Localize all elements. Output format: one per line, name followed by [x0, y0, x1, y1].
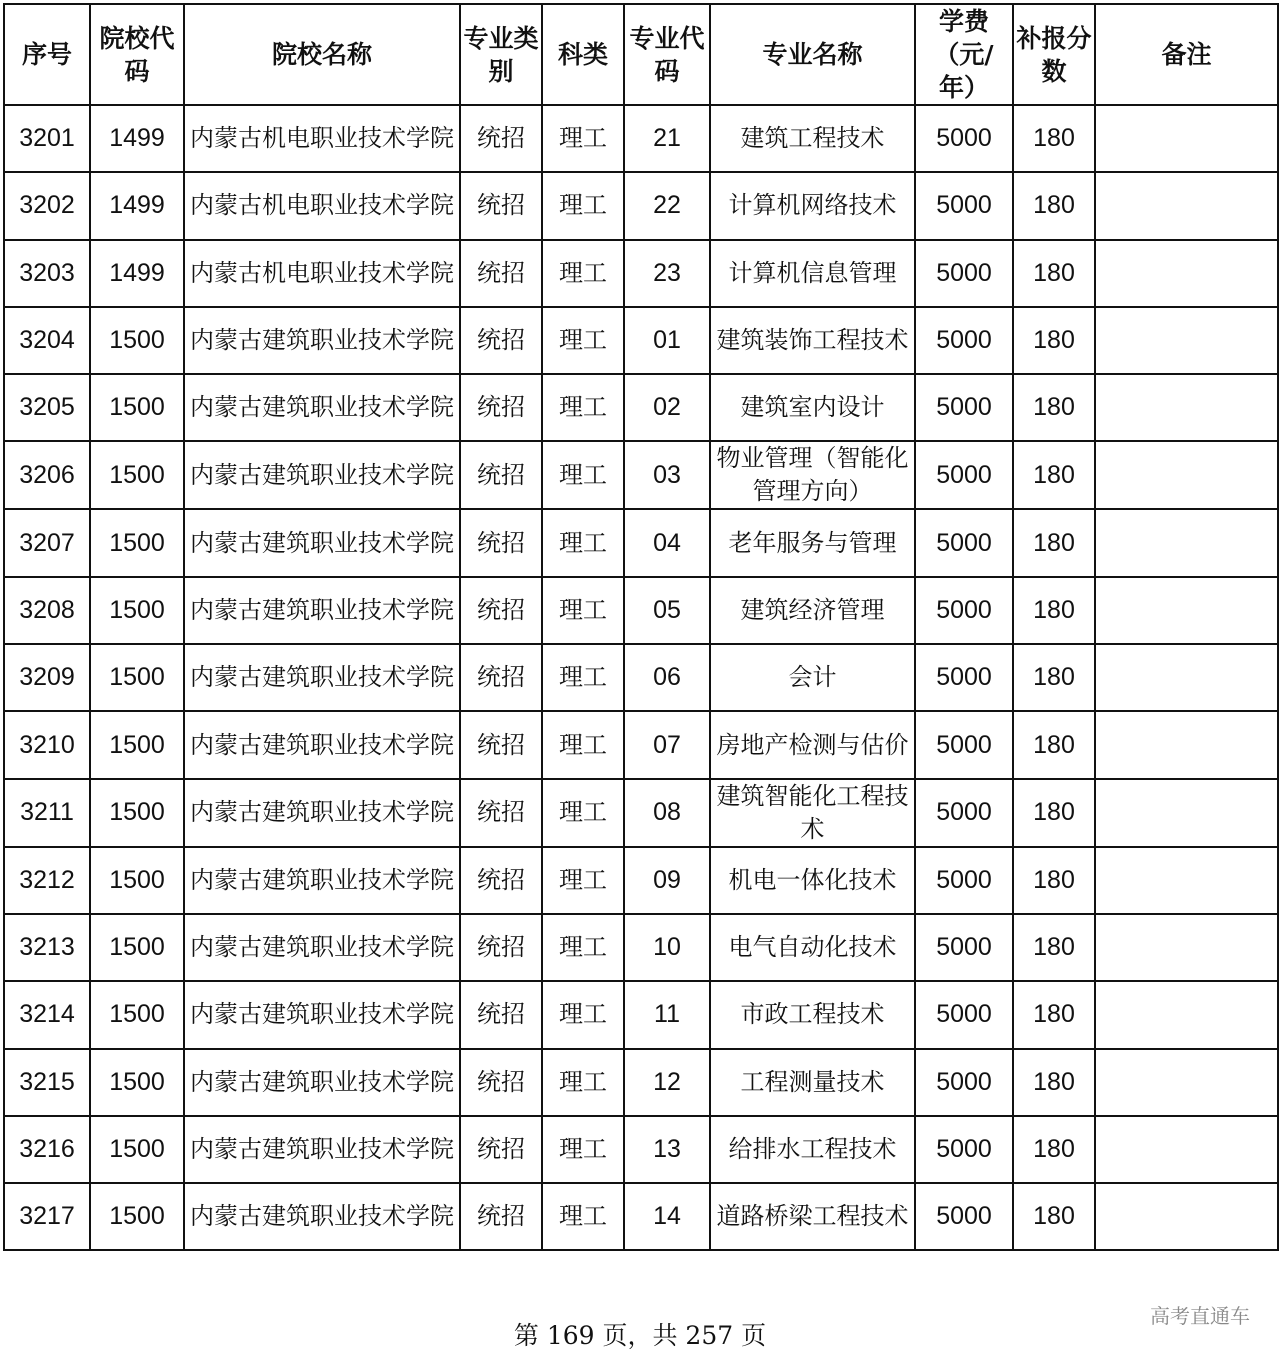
cell-serial: 3214: [4, 981, 90, 1048]
page-number: 第 169 页，共 257 页: [513, 1321, 767, 1350]
cell-school-name: 内蒙古建筑职业技术学院: [184, 1116, 460, 1183]
table-row: [4, 644, 1278, 711]
table-row: [4, 374, 1278, 441]
cell-tuition: 5000: [915, 577, 1013, 644]
cell-school-code: 1500: [90, 307, 184, 374]
cell-major-code: 03: [624, 441, 710, 509]
cell-school-name: 内蒙古建筑职业技术学院: [184, 374, 460, 441]
cell-tuition: 5000: [915, 1049, 1013, 1116]
cell-school-name: 内蒙古建筑职业技术学院: [184, 914, 460, 981]
cell-supplement-score: 180: [1013, 105, 1095, 172]
cell-tuition: 5000: [915, 509, 1013, 576]
cell-major-code: 13: [624, 1116, 710, 1183]
cell-subject-type: 理工: [542, 577, 624, 644]
cell-remarks: [1095, 240, 1278, 307]
cell-major-category: 统招: [460, 981, 542, 1048]
cell-tuition: 5000: [915, 847, 1013, 914]
cell-school-code: 1500: [90, 374, 184, 441]
cell-tuition: 5000: [915, 644, 1013, 711]
cell-major-name: 建筑工程技术: [710, 105, 915, 172]
cell-serial: 3201: [4, 105, 90, 172]
cell-subject-type: 理工: [542, 1116, 624, 1183]
header-major-name: 专业名称: [710, 4, 915, 105]
cell-major-name: 建筑经济管理: [710, 577, 915, 644]
cell-school-name: 内蒙古建筑职业技术学院: [184, 981, 460, 1048]
cell-tuition: 5000: [915, 914, 1013, 981]
header-major-category: 专业类别: [460, 4, 542, 105]
cell-tuition: 5000: [915, 172, 1013, 239]
cell-serial: 3208: [4, 577, 90, 644]
cell-major-category: 统招: [460, 509, 542, 576]
table-row: [4, 509, 1278, 576]
cell-subject-type: 理工: [542, 105, 624, 172]
cell-subject-type: 理工: [542, 644, 624, 711]
cell-major-code: 01: [624, 307, 710, 374]
cell-school-code: 1500: [90, 644, 184, 711]
cell-school-code: 1500: [90, 1116, 184, 1183]
cell-school-code: 1500: [90, 711, 184, 778]
cell-school-name: 内蒙古机电职业技术学院: [184, 240, 460, 307]
cell-major-code: 12: [624, 1049, 710, 1116]
cell-serial: 3211: [4, 779, 90, 847]
cell-major-code: 04: [624, 509, 710, 576]
cell-major-category: 统招: [460, 1116, 542, 1183]
cell-major-category: 统招: [460, 307, 542, 374]
cell-major-category: 统招: [460, 914, 542, 981]
cell-school-name: 内蒙古建筑职业技术学院: [184, 509, 460, 576]
cell-school-name: 内蒙古机电职业技术学院: [184, 105, 460, 172]
cell-serial: 3206: [4, 441, 90, 509]
cell-serial: 3215: [4, 1049, 90, 1116]
cell-remarks: [1095, 105, 1278, 172]
table-row: [4, 240, 1278, 307]
cell-major-category: 统招: [460, 779, 542, 847]
cell-major-category: 统招: [460, 240, 542, 307]
cell-major-code: 05: [624, 577, 710, 644]
cell-tuition: 5000: [915, 374, 1013, 441]
cell-tuition: 5000: [915, 307, 1013, 374]
cell-school-name: 内蒙古机电职业技术学院: [184, 172, 460, 239]
cell-school-code: 1500: [90, 1183, 184, 1250]
table-row: [4, 779, 1278, 847]
cell-major-name: 市政工程技术: [710, 981, 915, 1048]
cell-major-code: 09: [624, 847, 710, 914]
cell-serial: 3213: [4, 914, 90, 981]
cell-remarks: [1095, 1183, 1278, 1250]
cell-major-code: 22: [624, 172, 710, 239]
cell-remarks: [1095, 172, 1278, 239]
cell-school-name: 内蒙古建筑职业技术学院: [184, 577, 460, 644]
cell-supplement-score: 180: [1013, 1116, 1095, 1183]
cell-major-name: 电气自动化技术: [710, 914, 915, 981]
table-row: [4, 1183, 1278, 1250]
cell-subject-type: 理工: [542, 172, 624, 239]
cell-remarks: [1095, 509, 1278, 576]
cell-school-code: 1499: [90, 240, 184, 307]
cell-remarks: [1095, 914, 1278, 981]
cell-serial: 3216: [4, 1116, 90, 1183]
cell-serial: 3203: [4, 240, 90, 307]
cell-supplement-score: 180: [1013, 779, 1095, 847]
cell-remarks: [1095, 307, 1278, 374]
cell-subject-type: 理工: [542, 1049, 624, 1116]
cell-tuition: 5000: [915, 441, 1013, 509]
cell-school-code: 1500: [90, 914, 184, 981]
cell-subject-type: 理工: [542, 441, 624, 509]
cell-subject-type: 理工: [542, 847, 624, 914]
cell-school-name: 内蒙古建筑职业技术学院: [184, 779, 460, 847]
cell-supplement-score: 180: [1013, 1183, 1095, 1250]
cell-tuition: 5000: [915, 711, 1013, 778]
watermark-text: 高考直通车: [1150, 1304, 1250, 1328]
cell-subject-type: 理工: [542, 914, 624, 981]
cell-supplement-score: 180: [1013, 1049, 1095, 1116]
header-supplement-score: 补报分数: [1013, 4, 1095, 105]
cell-remarks: [1095, 1116, 1278, 1183]
cell-major-name: 物业管理（智能化管理方向）: [710, 441, 915, 509]
table-row: [4, 441, 1278, 509]
cell-major-name: 房地产检测与估价: [710, 711, 915, 778]
header-remarks: 备注: [1095, 4, 1278, 105]
header-school-name: 院校名称: [184, 4, 460, 105]
cell-school-code: 1500: [90, 981, 184, 1048]
cell-major-code: 21: [624, 105, 710, 172]
cell-major-category: 统招: [460, 644, 542, 711]
cell-remarks: [1095, 847, 1278, 914]
cell-serial: 3210: [4, 711, 90, 778]
cell-school-name: 内蒙古建筑职业技术学院: [184, 711, 460, 778]
cell-subject-type: 理工: [542, 509, 624, 576]
cell-remarks: [1095, 644, 1278, 711]
table-row: [4, 914, 1278, 981]
cell-subject-type: 理工: [542, 1183, 624, 1250]
cell-subject-type: 理工: [542, 307, 624, 374]
cell-supplement-score: 180: [1013, 509, 1095, 576]
cell-supplement-score: 180: [1013, 914, 1095, 981]
cell-major-code: 07: [624, 711, 710, 778]
cell-serial: 3212: [4, 847, 90, 914]
cell-major-code: 23: [624, 240, 710, 307]
cell-serial: 3205: [4, 374, 90, 441]
cell-supplement-score: 180: [1013, 307, 1095, 374]
cell-school-name: 内蒙古建筑职业技术学院: [184, 307, 460, 374]
cell-supplement-score: 180: [1013, 172, 1095, 239]
cell-serial: 3207: [4, 509, 90, 576]
cell-tuition: 5000: [915, 1183, 1013, 1250]
cell-school-code: 1500: [90, 847, 184, 914]
cell-major-name: 工程测量技术: [710, 1049, 915, 1116]
table-row: [4, 981, 1278, 1048]
cell-school-code: 1500: [90, 1049, 184, 1116]
table-row: [4, 307, 1278, 374]
table-header: [4, 4, 1278, 105]
cell-school-code: 1500: [90, 577, 184, 644]
cell-major-name: 计算机信息管理: [710, 240, 915, 307]
cell-major-name: 计算机网络技术: [710, 172, 915, 239]
cell-remarks: [1095, 711, 1278, 778]
cell-subject-type: 理工: [542, 981, 624, 1048]
table-row: [4, 847, 1278, 914]
cell-serial: 3202: [4, 172, 90, 239]
table-row: [4, 172, 1278, 239]
table-row: [4, 1049, 1278, 1116]
cell-major-code: 02: [624, 374, 710, 441]
cell-school-name: 内蒙古建筑职业技术学院: [184, 441, 460, 509]
cell-major-code: 14: [624, 1183, 710, 1250]
cell-school-name: 内蒙古建筑职业技术学院: [184, 1049, 460, 1116]
cell-supplement-score: 180: [1013, 644, 1095, 711]
cell-major-name: 老年服务与管理: [710, 509, 915, 576]
cell-major-code: 11: [624, 981, 710, 1048]
table-row: [4, 711, 1278, 778]
cell-major-category: 统招: [460, 1049, 542, 1116]
cell-major-category: 统招: [460, 172, 542, 239]
cell-school-code: 1499: [90, 172, 184, 239]
cell-major-code: 06: [624, 644, 710, 711]
cell-subject-type: 理工: [542, 240, 624, 307]
cell-supplement-score: 180: [1013, 847, 1095, 914]
cell-tuition: 5000: [915, 779, 1013, 847]
cell-major-name: 建筑室内设计: [710, 374, 915, 441]
cell-school-name: 内蒙古建筑职业技术学院: [184, 1183, 460, 1250]
cell-supplement-score: 180: [1013, 577, 1095, 644]
header-serial: 序号: [4, 4, 90, 105]
table-row: [4, 105, 1278, 172]
cell-remarks: [1095, 1049, 1278, 1116]
cell-serial: 3209: [4, 644, 90, 711]
cell-serial: 3217: [4, 1183, 90, 1250]
cell-school-code: 1500: [90, 509, 184, 576]
cell-tuition: 5000: [915, 981, 1013, 1048]
cell-major-category: 统招: [460, 577, 542, 644]
cell-supplement-score: 180: [1013, 441, 1095, 509]
cell-supplement-score: 180: [1013, 981, 1095, 1048]
table-row: [4, 1116, 1278, 1183]
cell-major-name: 建筑智能化工程技术: [710, 779, 915, 847]
admissions-table: [3, 3, 1279, 1251]
cell-major-name: 机电一体化技术: [710, 847, 915, 914]
cell-major-category: 统招: [460, 711, 542, 778]
cell-tuition: 5000: [915, 240, 1013, 307]
header-major-code: 专业代码: [624, 4, 710, 105]
cell-school-code: 1500: [90, 441, 184, 509]
cell-subject-type: 理工: [542, 779, 624, 847]
cell-tuition: 5000: [915, 1116, 1013, 1183]
table-body: [4, 105, 1278, 1250]
header-school-code: 院校代码: [90, 4, 184, 105]
cell-major-category: 统招: [460, 847, 542, 914]
cell-subject-type: 理工: [542, 711, 624, 778]
header-subject-type: 科类: [542, 4, 624, 105]
cell-remarks: [1095, 374, 1278, 441]
cell-major-code: 08: [624, 779, 710, 847]
cell-major-name: 道路桥梁工程技术: [710, 1183, 915, 1250]
cell-major-code: 10: [624, 914, 710, 981]
cell-major-category: 统招: [460, 374, 542, 441]
cell-serial: 3204: [4, 307, 90, 374]
header-row: [4, 4, 1278, 105]
cell-school-code: 1499: [90, 105, 184, 172]
cell-remarks: [1095, 981, 1278, 1048]
cell-remarks: [1095, 577, 1278, 644]
cell-major-name: 会计: [710, 644, 915, 711]
cell-school-name: 内蒙古建筑职业技术学院: [184, 644, 460, 711]
cell-major-category: 统招: [460, 1183, 542, 1250]
cell-major-category: 统招: [460, 105, 542, 172]
header-tuition: 学费（元/年）: [915, 4, 1013, 105]
cell-subject-type: 理工: [542, 374, 624, 441]
table-row: [4, 577, 1278, 644]
cell-school-code: 1500: [90, 779, 184, 847]
cell-school-name: 内蒙古建筑职业技术学院: [184, 847, 460, 914]
cell-supplement-score: 180: [1013, 240, 1095, 307]
cell-major-name: 给排水工程技术: [710, 1116, 915, 1183]
cell-remarks: [1095, 779, 1278, 847]
cell-supplement-score: 180: [1013, 711, 1095, 778]
cell-supplement-score: 180: [1013, 374, 1095, 441]
cell-major-category: 统招: [460, 441, 542, 509]
cell-tuition: 5000: [915, 105, 1013, 172]
cell-major-name: 建筑装饰工程技术: [710, 307, 915, 374]
cell-remarks: [1095, 441, 1278, 509]
